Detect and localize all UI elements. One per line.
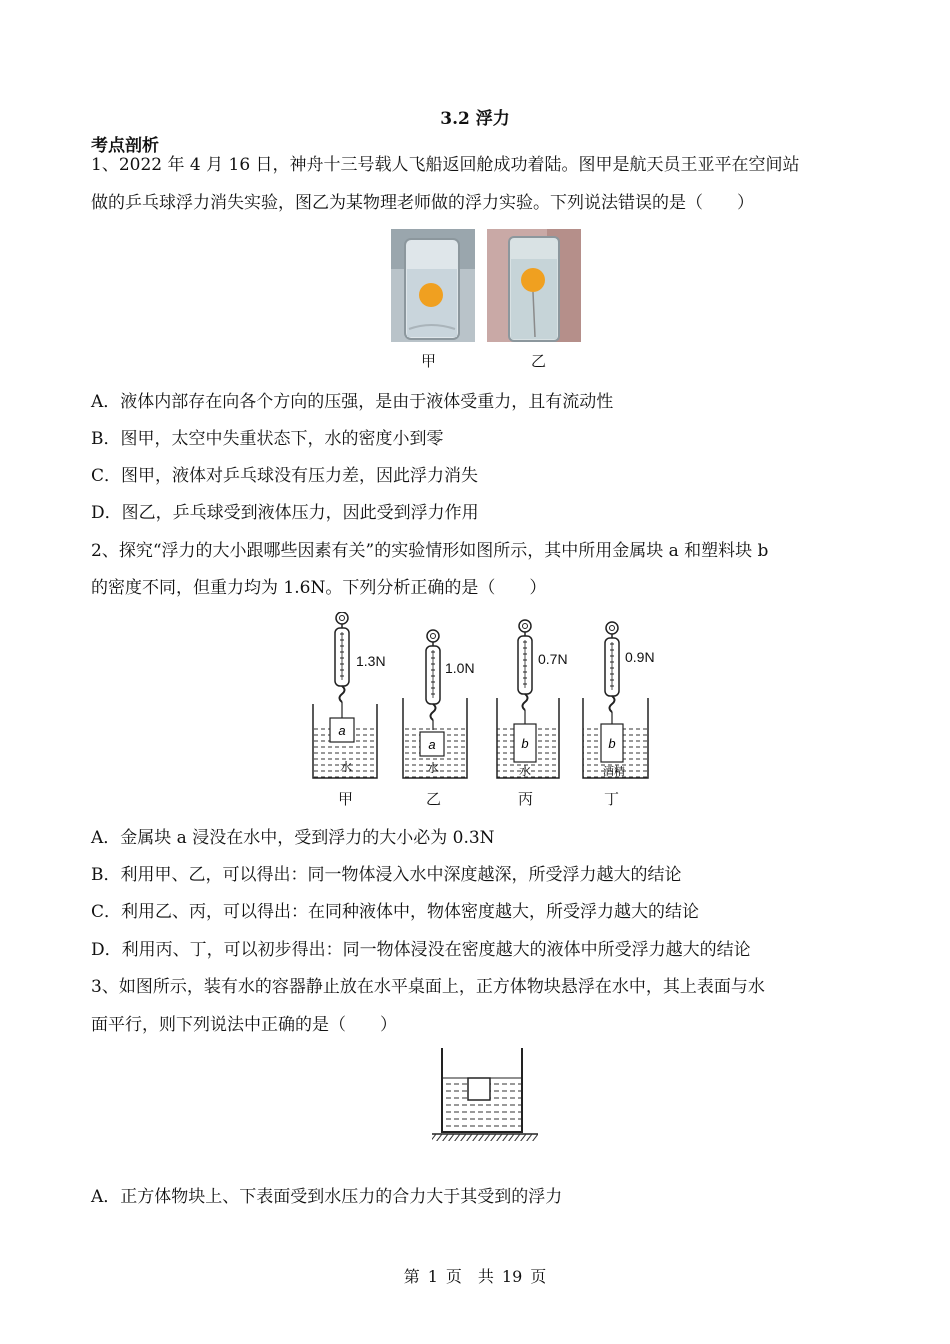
q1-fig-label-yi: 乙 bbox=[531, 352, 547, 370]
q2-stem-line1: 2、探究“浮力的大小跟哪些因素有关”的实验情形如图所示，其中所用金属块 a 和塑料块 b bbox=[91, 541, 769, 561]
q1-photo-yi bbox=[487, 229, 581, 342]
q2-stem-line2: 的密度不同，但重力均为 1.6N。下列分析正确的是（ ） bbox=[91, 578, 547, 598]
q2-spring-scale-figure bbox=[300, 612, 670, 812]
q3-option-a: A．正方体物块上、下表面受到水压力的合力大于其受到的浮力 bbox=[91, 1187, 563, 1207]
q2-option-d: D．利用丙、丁，可以初步得出：同一物体浸没在密度越大的液体中所受浮力越大的结论 bbox=[91, 940, 751, 960]
liquid-jia: 水 bbox=[339, 760, 353, 774]
setup-ding bbox=[583, 622, 655, 778]
reading-yi: 1.0N bbox=[445, 660, 475, 676]
footer-prefix: 第 bbox=[403, 1267, 420, 1286]
liquid-yi: 水 bbox=[426, 761, 440, 775]
block-bing: b bbox=[521, 736, 529, 751]
reading-bing: 0.7N bbox=[538, 651, 568, 667]
q3-stem-line1: 3、如图所示，装有水的容器静止放在水平桌面上，正方体物块悬浮在水中，其上表面与水 bbox=[91, 977, 765, 997]
liquid-bing: 水 bbox=[518, 764, 532, 778]
q1-option-d: D．图乙，乒乓球受到液体压力，因此受到浮力作用 bbox=[91, 503, 479, 523]
block-ding: b bbox=[608, 736, 616, 751]
footer-total-pages: 19 bbox=[501, 1267, 523, 1286]
q2-option-c: C．利用乙、丙，可以得出：在同种液体中，物体密度越大，所受浮力越大的结论 bbox=[91, 902, 700, 922]
q1-fig-label-jia: 甲 bbox=[421, 352, 437, 370]
q1-stem-line1: 1、2022 年 4 月 16 日，神舟十三号载人飞船返回舱成功着陆。图甲是航天员王亚平在空间站 bbox=[91, 155, 800, 175]
reading-ding: 0.9N bbox=[625, 649, 655, 665]
cube-block bbox=[468, 1078, 490, 1100]
q3-container-figure bbox=[430, 1046, 540, 1142]
reading-jia: 1.3N bbox=[356, 653, 386, 669]
q2-option-b: B．利用甲、乙，可以得出：同一物体浸入水中深度越深，所受浮力越大的结论 bbox=[91, 865, 682, 885]
ping-pong-ball bbox=[521, 268, 545, 292]
footer-suffix: 页 bbox=[530, 1267, 547, 1286]
q2-fig-label-jia: 甲 bbox=[338, 790, 354, 808]
q2-option-a: A．金属块 a 浸没在水中，受到浮力的大小必为 0.3N bbox=[91, 828, 495, 848]
setup-yi bbox=[403, 630, 475, 778]
footer-mid: 页 共 bbox=[445, 1267, 494, 1286]
q2-fig-label-ding: 丁 bbox=[604, 790, 620, 808]
q3-stem-line2: 面平行，则下列说法中正确的是（ ） bbox=[91, 1015, 397, 1035]
block-yi: a bbox=[428, 737, 436, 752]
q2-fig-label-bing: 丙 bbox=[518, 790, 534, 808]
q1-option-a: A．液体内部存在向各个方向的压强，是由于液体受重力，且有流动性 bbox=[91, 392, 614, 412]
setup-jia bbox=[313, 612, 386, 778]
setup-bing bbox=[497, 620, 568, 778]
q1-option-c: C．图甲，液体对乒乓球没有压力差，因此浮力消失 bbox=[91, 466, 479, 486]
q1-photo-jia bbox=[391, 229, 475, 342]
liquid-ding: 酒精 bbox=[603, 766, 625, 778]
ping-pong-ball bbox=[419, 283, 443, 307]
q1-stem-line2: 做的乒乓球浮力消失实验，图乙为某物理老师做的浮力实验。下列说法错误的是（ ） bbox=[91, 193, 754, 213]
page-title: 3.2 浮力 bbox=[440, 109, 510, 129]
section-heading: 考点剖析 bbox=[91, 136, 159, 156]
q2-fig-label-yi: 乙 bbox=[426, 790, 442, 808]
footer-page-number: 1 bbox=[427, 1267, 438, 1286]
q1-option-b: B．图甲，太空中失重状态下，水的密度小到零 bbox=[91, 429, 444, 449]
page-footer bbox=[0, 1264, 950, 1287]
block-jia: a bbox=[338, 723, 346, 738]
